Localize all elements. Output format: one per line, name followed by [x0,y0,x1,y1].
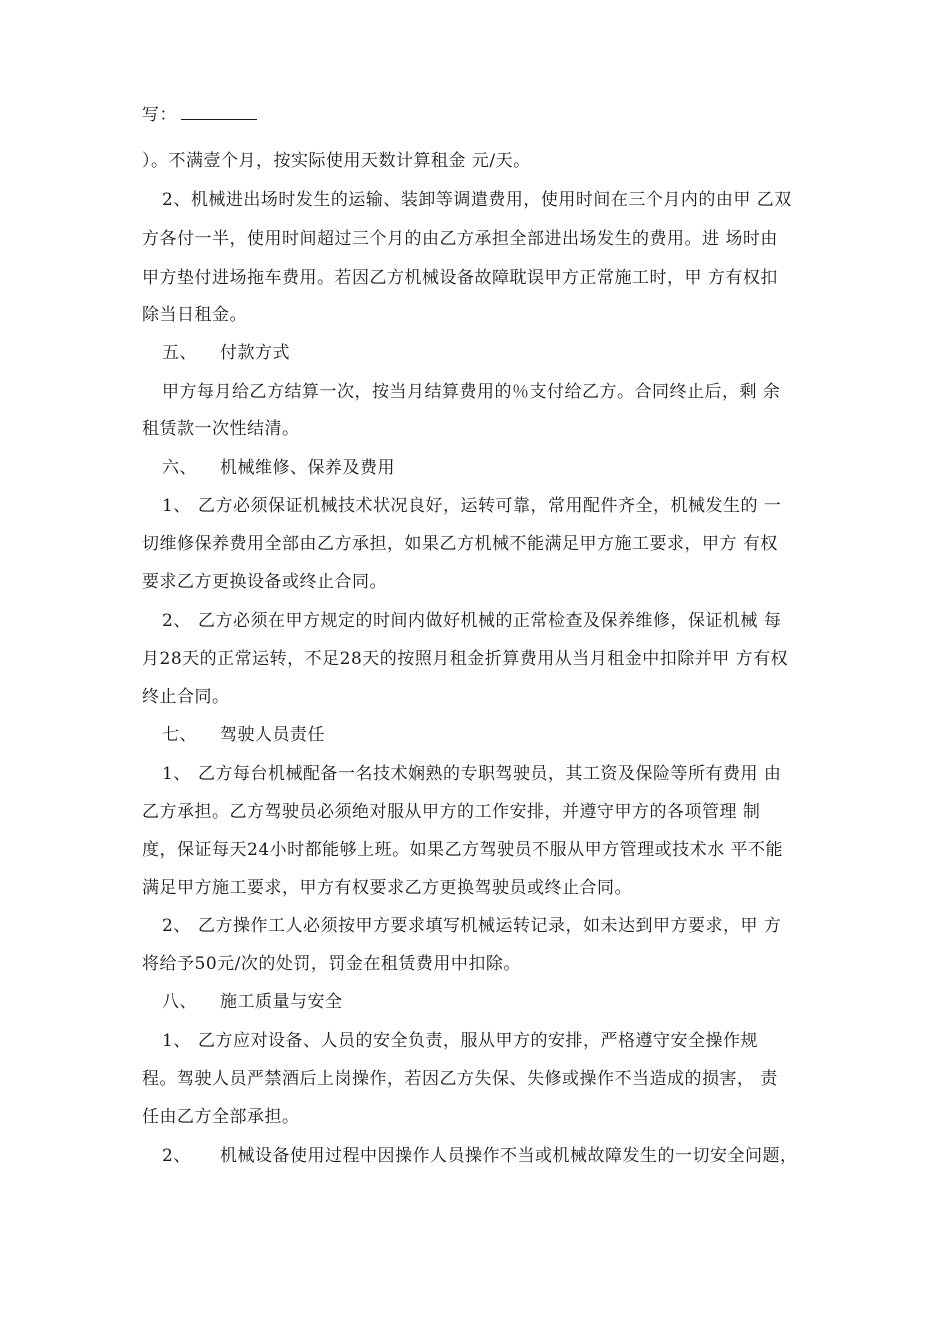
list-item-line [162,1030,842,1052]
paragraph-line: 程。驾驶人员严禁酒后上岗操作，若因乙方失保、失修或操作不当造成的损害， 责 [142,1069,778,1089]
list-item-line [162,763,842,785]
paragraph-line: ）。不满壹个月，按实际使用天数计算租金 元/天。 [142,151,531,171]
list-item-line [162,915,842,937]
item-number: 2、 [162,611,191,631]
item-text: 乙方必须在甲方规定的时间内做好机械的正常检查及保养维修，保证机械 每 [198,611,782,631]
item-text: 乙方必须保证机械技术状况良好，运转可靠，常用配件齐全，机械发生的 一 [198,496,782,516]
fill-in-blank [181,105,257,120]
item-number: 2、 [162,1146,191,1166]
fill-in-label: 写： [142,105,177,125]
paragraph-line: 任由乙方全部承担。 [142,1107,300,1127]
section-heading-6 [162,457,842,479]
section-title: 施工质量与安全 [220,992,343,1012]
section-title: 驾驶人员责任 [220,725,325,745]
item-text: 乙方操作工人必须按甲方要求填写机械运转记录，如未达到甲方要求，甲 方 [198,916,782,936]
paragraph-line: 2、机械进出场时发生的运输、装卸等调遣费用，使用时间在三个月内的由甲 乙双 [162,190,792,210]
paragraph-line: 度，保证每天24小时都能够上班。如果乙方驾驶员不服从甲方管理或技术水 平不能 [142,840,784,860]
paragraph-line: 切维修保养费用全部由乙方承担，如果乙方机械不能满足甲方施工要求，甲方 有权 [142,534,778,554]
paragraph-line: 方各付一半，使用时间超过三个月的由乙方承担全部进出场发生的费用。进 场时由 [142,229,778,249]
section-title: 付款方式 [220,343,290,363]
fill-in-line [142,104,822,126]
paragraph-line: 乙方承担。乙方驾驶员必须绝对服从甲方的工作安排，并遵守甲方的各项管理 制 [142,802,761,822]
item-text: 机械设备使用过程中因操作人员操作不当或机械故障发生的一切安全问题， [220,1146,798,1166]
paragraph-line: 终止合同。 [142,687,230,707]
list-item-line [162,1145,842,1167]
item-number: 1、 [162,496,191,516]
list-item-line [162,610,842,632]
item-number: 2、 [162,916,191,936]
paragraph-line: 月28天的正常运转，不足28天的按照月租金折算费用从当月租金中扣除并甲 方有权 [142,649,789,669]
paragraph-line: 满足甲方施工要求，甲方有权要求乙方更换驾驶员或终止合同。 [142,878,632,898]
section-number: 七、 [162,725,197,745]
item-text: 乙方每台机械配备一名技术娴熟的专职驾驶员，其工资及保险等所有费用 由 [198,764,782,784]
list-item-line [162,495,842,517]
section-heading-8 [162,991,842,1013]
section-title: 机械维修、保养及费用 [220,458,395,478]
section-number: 六、 [162,458,197,478]
paragraph-line: 甲方垫付进场拖车费用。若因乙方机械设备故障耽误甲方正常施工时，甲 方有权扣 [142,268,778,288]
paragraph-line: 要求乙方更换设备或终止合同。 [142,572,387,592]
item-number: 1、 [162,1031,191,1051]
paragraph-line: 将给予50元/次的处罚，罚金在租赁费用中扣除。 [142,954,521,974]
section-number: 五、 [162,343,197,363]
paragraph-line: 除当日租金。 [142,305,247,325]
paragraph-line: 租赁款一次性结清。 [142,419,300,439]
item-number: 1、 [162,764,191,784]
section-number: 八、 [162,992,197,1012]
section-heading-7 [162,724,842,746]
item-text: 乙方应对设备、人员的安全负责，服从甲方的安排，严格遵守安全操作规 [198,1031,758,1051]
paragraph-line: 甲方每月给乙方结算一次，按当月结算费用的％支付给乙方。合同终止后，剩 余 [162,382,781,402]
section-heading-5 [162,342,842,364]
